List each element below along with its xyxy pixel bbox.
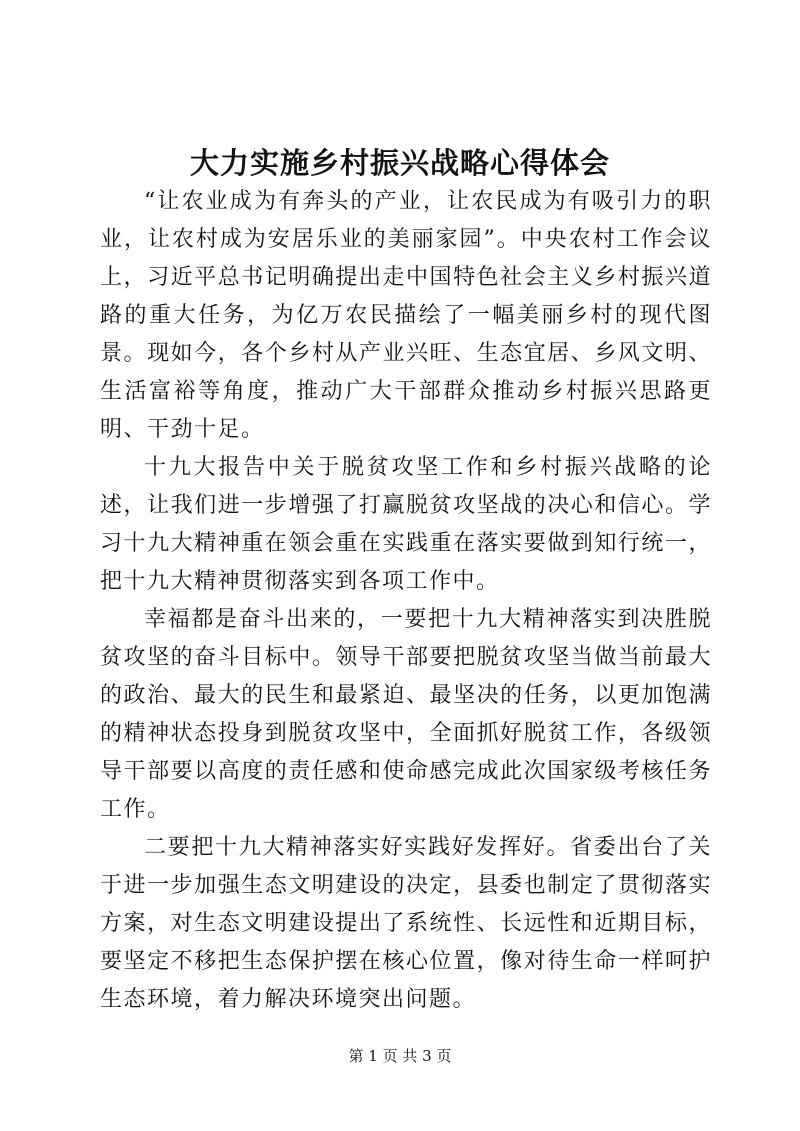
paragraph-1: “让农业成为有奔头的产业，让农民成为有吸引力的职业，让农村成为安居乐业的美丽家园”。中央农村工作会议上，习近平总书记明确提出走中国特色社会主义乡村振兴道路的重大任务，为亿万农民描绘了一幅美丽乡村的现代图景。现如今，各个乡村从产业兴旺、生态宜居、乡风文明、生活富裕等角度，推动广大干部群众推动乡村振兴思路更明、干劲十足。 — [100, 189, 712, 442]
document-body — [100, 183, 712, 1019]
paragraph-2: 十九大报告中关于脱贫攻坚工作和乡村振兴战略的论述，让我们进一步增强了打赢脱贫攻坚战的决心和信心。学习十九大精神重在领会重在实践重在落实要做到知行统一，把十九大精神贯彻落实到各项工作中。 — [100, 455, 712, 594]
paragraph-3: 幸福都是奋斗出来的，一要把十九大精神落实到决胜脱贫攻坚的奋斗目标中。领导干部要把脱贫攻坚当做当前最大的政治、最大的民生和最紧迫、最坚决的任务，以更加饱满的精神状态投身到脱贫攻坚中，全面抓好脱贫工作，各级领导干部要以高度的责任感和使命感完成此次国家级考核任务工作。 — [100, 607, 712, 822]
paragraph-4: 二要把十九大精神落实好实践好发挥好。省委出台了关于进一步加强生态文明建设的决定，县委也制定了贯彻落实方案，对生态文明建设提出了系统性、长远性和近期目标，要坚定不移把生态保护摆在核心位置，像对待生命一样呵护生态环境，着力解决环境突出问题。 — [100, 835, 712, 1012]
page-footer: 第 1 页 共 3 页 — [348, 1047, 452, 1065]
document-title: 大力实施乡村振兴战略心得体会 — [189, 146, 610, 180]
